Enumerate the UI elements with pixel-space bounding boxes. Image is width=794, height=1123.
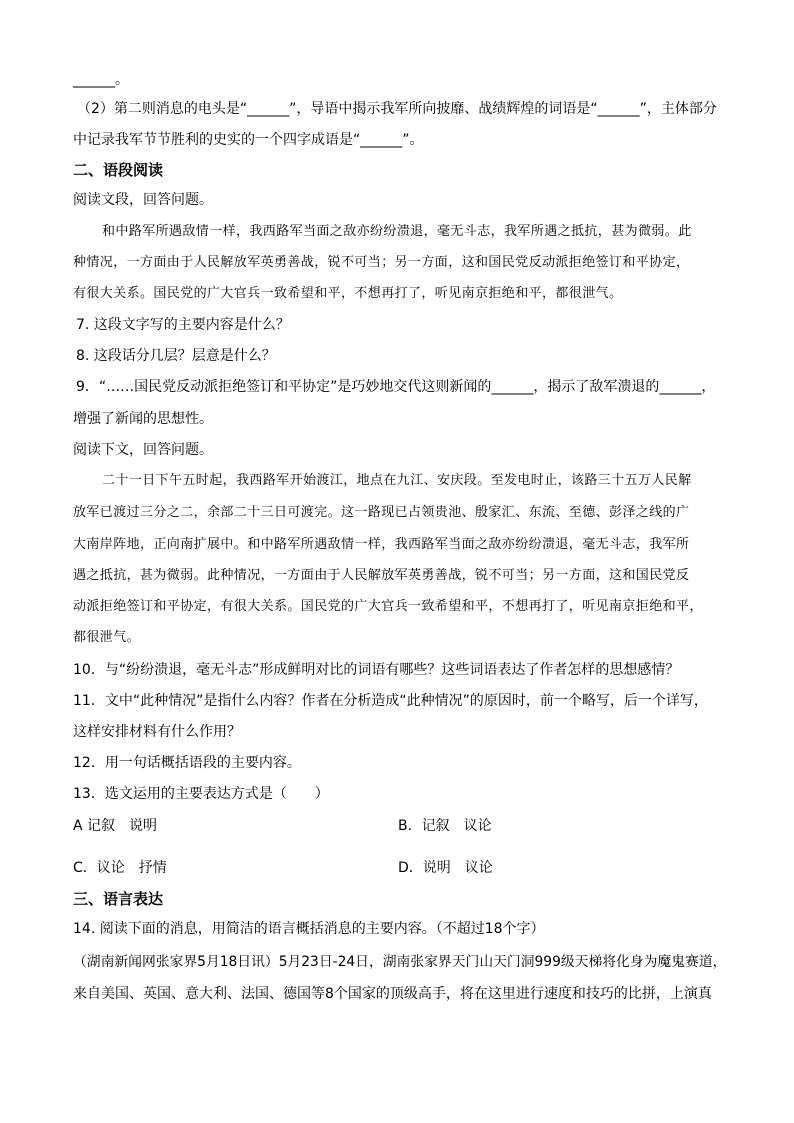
passage-1-line-2: 种情况，一方面由于人民解放军英勇善战，锐不可当；另一方面，这和国民党反动派拒绝签订和平协定，	[73, 255, 690, 270]
passage-2-line-1: 二十一日下午五时起，我西路军开始渡江，地点在九江、安庆段。至发电时止，该路三十五万人民解	[102, 473, 692, 488]
passage-2-line-2: 放军已渡过三分之二，余部二十三日可渡完。这一路现已占领贵池、殷家汇、东流、至德、彭泽之线的广	[73, 505, 690, 520]
passage-1-line-3: 有很大关系。国民党的广大官兵一致希望和平，不想再打了，听见南京拒绝和平，都很泄气。	[73, 286, 623, 301]
question-11-line2: 这样安排材料有什么作用？	[73, 724, 241, 740]
section-2-title: 二、语段阅读	[73, 161, 164, 179]
question-13: 13．选文运用的主要表达方式是（ ）	[73, 786, 329, 802]
question-8: 8. 这段话分几层？层意是什么？	[76, 348, 276, 364]
passage-2-line-3: 大南岸阵地，正向南扩展中。和中路军所遇敌情一样，我西路军当面之敌亦纷纷溃退，毫无斗志，我军所	[73, 537, 690, 552]
question-11-line1: 11．文中“此种情况”是指什么内容？作者在分析造成“此种情况”的原因时，前一个略写，后一个详写，	[73, 693, 708, 709]
news-line-1: （湖南新闻网张家界5月18日讯）5月23日-24日，湖南张家界天门山天门洞999级天梯将化身为魔鬼赛道，	[73, 954, 727, 970]
question-6-2-line1: （2）第二则消息的电头是“______”，导语中揭示我军所向披靡、战绩辉煌的词语是“______”，主体部分	[77, 101, 717, 117]
prev-answer-blank: ______。	[73, 72, 129, 88]
option-c: C．议论 抒情	[73, 860, 167, 876]
passage-2-line-5: 动派拒绝签订和平协定，有很大关系。国民党的广大官兵一致希望和平，不想再打了，听见南京拒绝和平，	[73, 599, 703, 614]
section-3-title: 三、语言表达	[73, 890, 164, 908]
question-9-line1: 9．“……国民党反动派拒绝签订和平协定”是巧妙地交代这则新闻的______，揭示了敌军溃退的______，	[76, 379, 716, 395]
question-10: 10．与“纷纷溃退，毫无斗志”形成鲜明对比的词语有哪些？这些词语表达了作者怎样的思想感情？	[73, 662, 680, 678]
question-12: 12．用一句话概括语段的主要内容。	[73, 755, 301, 771]
reading-instruction-1: 阅读文段，回答问题。	[73, 192, 213, 208]
question-9-line2: 增强了新闻的思想性。	[73, 411, 213, 427]
news-line-2: 来自美国、英国、意大利、法国、德国等8个国家的顶级高手，将在这里进行速度和技巧的比拼，上演真	[73, 986, 712, 1002]
reading-instruction-2: 阅读下文，回答问题。	[73, 442, 213, 458]
passage-2-line-4: 遇之抵抗，甚为微弱。此种情况，一方面由于人民解放军英勇善战，锐不可当；另一方面，这和国民党反	[73, 568, 690, 583]
passage-1-line-1: 和中路军所遇敌情一样，我西路军当面之敌亦纷纷溃退，毫无斗志，我军所遇之抵抗，甚为微弱。此	[102, 224, 692, 239]
option-d: D．说明 议论	[398, 860, 493, 876]
passage-2-line-6: 都很泄气。	[73, 630, 141, 645]
question-7: 7. 这段文字写的主要内容是什么？	[76, 317, 290, 333]
option-b: B．记叙 议论	[398, 818, 492, 834]
question-14: 14. 阅读下面的消息，用简洁的语言概括消息的主要内容。（不超过18个字）	[73, 921, 545, 937]
option-a: A 记叙 说明	[73, 818, 158, 834]
question-6-2-line2: 中记录我军节节胜利的史实的一个四字成语是“______”。	[73, 132, 424, 148]
